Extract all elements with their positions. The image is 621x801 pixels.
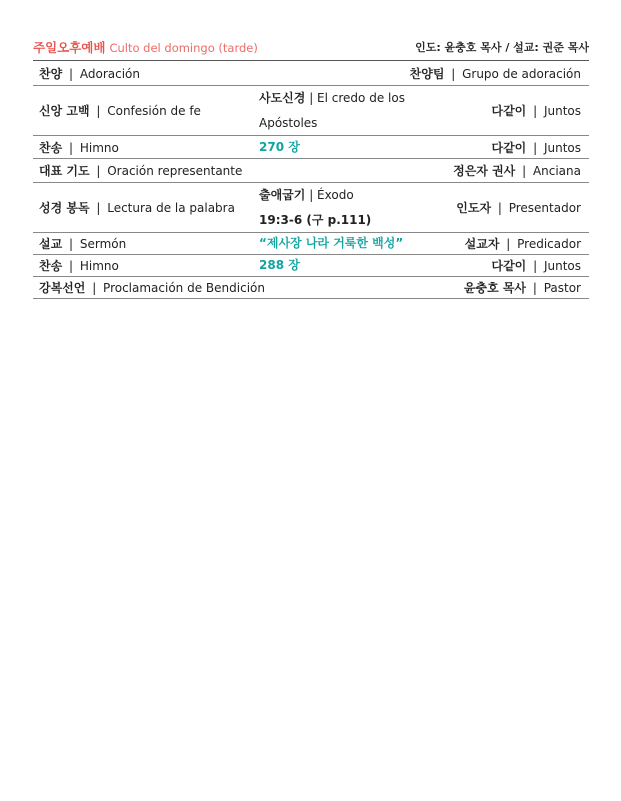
row-item: 신앙 고백 | Confesión de fe xyxy=(39,104,201,118)
service-row-himno-2 xyxy=(33,255,589,277)
row-item: 대표 기도 | Oración representante xyxy=(39,164,243,178)
row-person: 다같이 | Juntos xyxy=(491,140,581,155)
service-row-confesion xyxy=(33,86,589,136)
hymn-number: 288 장 xyxy=(259,258,300,272)
leader-info: 인도: 윤충호 목사 / 설교: 권준 목사 xyxy=(415,41,589,54)
row-person: 인도자 | Presentador xyxy=(456,201,581,215)
row-person: 윤충호 목사 | Pastor xyxy=(463,281,581,295)
service-title xyxy=(33,38,258,56)
service-row-lectura xyxy=(33,183,589,233)
hymn-number: 270 장 xyxy=(259,139,300,154)
row-item: 찬송 | Himno xyxy=(39,140,119,155)
service-row-bendicion xyxy=(33,277,589,299)
sermon-title: “제사장 나라 거룩한 백성” xyxy=(259,236,404,250)
row-item: 찬송 | Himno xyxy=(39,259,119,273)
row-person: 다같이 | Juntos xyxy=(491,104,581,118)
service-row-himno-1 xyxy=(33,136,589,159)
row-person: 정은자 권사 | Anciana xyxy=(453,164,581,178)
service-title-spanish: Culto del domingo (tarde) xyxy=(109,41,258,55)
service-header xyxy=(33,37,589,57)
row-person: 찬양팀 | Grupo de adoración xyxy=(409,66,581,81)
service-row-oracion xyxy=(33,159,589,183)
row-item: 강복선언 | Proclamación de Bendición xyxy=(39,281,265,295)
row-detail: 사도신경 | El credo de los Apóstoles xyxy=(259,90,405,130)
order-of-service xyxy=(33,60,589,299)
row-person: 다같이 | Juntos xyxy=(491,259,581,273)
row-detail: 출애굽기 | Éxodo 19:3-6 (구 p.111) xyxy=(259,187,372,227)
service-row-adoracion xyxy=(33,61,589,86)
service-row-sermon xyxy=(33,233,589,255)
service-title-korean: 주일오후예배 xyxy=(33,40,106,55)
row-item: 설교 | Sermón xyxy=(39,237,127,251)
row-item: 찬양 | Adoración xyxy=(39,66,140,81)
row-person: 설교자 | Predicador xyxy=(464,237,581,251)
row-item: 성경 봉독 | Lectura de la palabra xyxy=(39,201,235,215)
